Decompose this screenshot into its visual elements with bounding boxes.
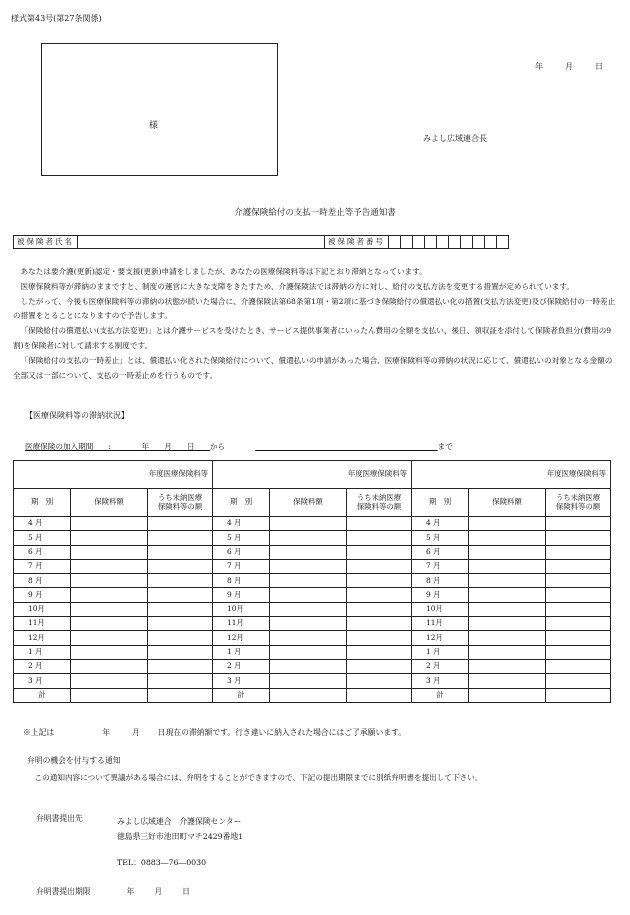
unpaid-cell [148,531,213,545]
month-label: 3 月 [412,674,469,688]
rebuttal-heading: 弁明の機会を付与する通知 [27,756,121,765]
unpaid-cell [148,588,213,602]
month-row [14,645,611,659]
amount-cell [469,574,546,588]
submit-to-address [117,814,243,844]
month-label: 12月 [412,631,469,645]
unpaid-cell [148,517,213,531]
col-period: 期 別 [213,489,270,517]
month-label: 2 月 [412,659,469,673]
month-label: 12月 [14,631,71,645]
unpaid-cell [347,531,412,545]
amount-cell [71,531,148,545]
month-label: 3 月 [14,674,71,688]
body-paragraph: 「保険給付の償還払い(支払方法変更)」とは介護サービスを受けたとき、サービス提供事業者にいったん費用の全額を支払い、後日、領収証を添付して保険者負担分(費用の9割)を保険者に対して請求する制度です。 [13,326,612,350]
month-label: 11月 [14,617,71,631]
submit-org-name: みよし広域連合 介護保険センター [117,817,242,826]
month-label: 5 月 [14,531,71,545]
unpaid-cell [148,545,213,559]
total-amount-cell [270,688,347,702]
total-unpaid-cell [546,688,611,702]
amount-cell [71,659,148,673]
month-label: 7 月 [412,559,469,573]
month-row [14,617,611,631]
month-label: 6 月 [213,545,270,559]
rebuttal-text: この通知内容について異議がある場合には、弁明をすることができますので、下記の提出期限までに別紙弁明書を提出して下さい。 [34,773,483,782]
unpaid-cell [546,645,611,659]
month-label: 1 月 [213,645,270,659]
month-label: 5 月 [213,531,270,545]
unpaid-cell [546,545,611,559]
amount-cell [469,531,546,545]
month-label: 5 月 [412,531,469,545]
month-row [14,659,611,673]
unpaid-cell [148,645,213,659]
as-of-note: ※上記は 年 月 日現在の滞納額です。行き違いに納入された場合にはご了承願います。 [23,728,407,737]
month-label: 1 月 [14,645,71,659]
amount-cell [469,645,546,659]
amount-cell [71,617,148,631]
form-number: 様式第43号(第27条関係) [11,14,102,23]
amount-cell [469,602,546,616]
col-unpaid: うち未納医療 保険料等の額 [347,489,412,517]
unpaid-cell [347,517,412,531]
month-label: 1 月 [412,645,469,659]
amount-cell [270,531,347,545]
fiscal-year-header: 年度医療保険料等 [213,461,412,489]
date-year: 年 [535,62,543,71]
insured-number-digit [497,236,509,249]
month-label: 10月 [14,602,71,616]
amount-cell [71,517,148,531]
month-row [14,574,611,588]
month-label: 6 月 [14,545,71,559]
unpaid-cell [347,588,412,602]
unpaid-cell [347,574,412,588]
submission-deadline: 弁明書提出期限 年 月 日 [36,887,190,896]
issue-date [535,62,603,73]
unpaid-cell [148,631,213,645]
amount-cell [71,674,148,688]
insured-number-digit [401,236,413,249]
amount-cell [71,545,148,559]
unpaid-cell [148,602,213,616]
issuer-name: みよし広域連合長 [423,134,487,143]
amount-cell [469,617,546,631]
insured-number-digit [473,236,485,249]
month-label: 11月 [213,617,270,631]
total-label: 計 [213,688,270,702]
month-label: 10月 [412,602,469,616]
month-label: 10月 [213,602,270,616]
unpaid-cell [148,574,213,588]
amount-cell [270,545,347,559]
body-paragraph: あなたは要介護(更新)認定・要支援(更新)申請をしましたが、あなたの医療保険料等は下記とおり滞納となっています。 [20,267,427,276]
month-label: 6 月 [412,545,469,559]
amount-cell [469,545,546,559]
amount-cell [71,574,148,588]
unpaid-cell [148,617,213,631]
amount-cell [71,559,148,573]
month-label: 3 月 [213,674,270,688]
fiscal-year-header: 年度医療保険料等 [412,461,611,489]
col-amount: 保険料額 [270,489,347,517]
insured-number-label: 被保険者番号 [325,236,389,249]
total-label: 計 [14,688,71,702]
insured-number-digit [389,236,401,249]
amount-cell [270,674,347,688]
amount-cell [71,645,148,659]
period-from: から [209,442,225,451]
unpaid-cell [546,659,611,673]
insured-number-digit [437,236,449,249]
month-label: 9 月 [213,588,270,602]
unpaid-cell [347,617,412,631]
unpaid-cell [347,602,412,616]
fiscal-year-header: 年度医療保険料等 [14,461,213,489]
unpaid-cell [546,617,611,631]
document-title: 介護保険給付の支払一時差止等予告通知書 [234,208,396,218]
total-label: 計 [412,688,469,702]
month-label: 2 月 [213,659,270,673]
arrears-table [13,460,611,703]
unpaid-cell [347,659,412,673]
body-paragraph: したがって、今後も医療保険料等の滞納の状態が続いた場合に、介護保険法第68条第1項・第2項に基づき保険給付の償還払い化の措置(支払方法変更)及び保険給付の一時差止の措置をとることになりますので予告します。 [13,296,616,321]
month-label: 4 月 [213,517,270,531]
period-label: 医療保険の加入期間 : 年 月 日 [25,442,195,451]
amount-cell [469,631,546,645]
col-period: 期 別 [412,489,469,517]
month-label: 8 月 [14,574,71,588]
recipient-suffix: 様 [149,121,159,131]
unpaid-cell [546,531,611,545]
enrollment-period [25,442,453,452]
submit-tel: TEL：0883―76―0030 [117,858,207,867]
insured-number-digit [425,236,437,249]
month-row [14,602,611,616]
col-amount: 保険料額 [469,489,546,517]
unpaid-cell [546,574,611,588]
month-label: 9 月 [14,588,71,602]
unpaid-cell [546,588,611,602]
submit-address: 徳島県三好市池田町マチ2429番地1 [117,832,244,841]
amount-cell [71,588,148,602]
notice-body [13,265,617,383]
month-label: 7 月 [213,559,270,573]
insured-number-digit [485,236,497,249]
amount-cell [270,559,347,573]
month-row [14,588,611,602]
recipient-address-box [41,43,278,176]
amount-cell [469,559,546,573]
total-amount-cell [71,688,148,702]
total-amount-cell [469,688,546,702]
month-label: 4 月 [14,517,71,531]
date-month: 月 [565,62,573,71]
amount-cell [270,617,347,631]
amount-cell [71,631,148,645]
amount-cell [270,631,347,645]
arrears-status-heading: 【医療保険料等の滞納状況】 [25,411,129,420]
col-period: 期 別 [14,489,71,517]
month-label: 7 月 [14,559,71,573]
unpaid-cell [347,545,412,559]
col-unpaid: うち未納医療 保険料等の額 [546,489,611,517]
insured-number-digit [413,236,425,249]
month-row [14,559,611,573]
amount-cell [469,659,546,673]
month-label: 8 月 [213,574,270,588]
unpaid-cell [546,631,611,645]
total-unpaid-cell [347,688,412,702]
unpaid-cell [148,559,213,573]
month-label: 8 月 [412,574,469,588]
unpaid-cell [347,674,412,688]
unpaid-cell [347,559,412,573]
fiscal-year-header-row [14,461,611,489]
unpaid-cell [546,674,611,688]
amount-cell [71,602,148,616]
col-unpaid: うち未納医療 保険料等の額 [148,489,213,517]
unpaid-cell [546,517,611,531]
unpaid-cell [347,631,412,645]
unpaid-cell [347,645,412,659]
period-to: まで [437,442,453,451]
month-label: 11月 [412,617,469,631]
total-row [14,688,611,702]
unpaid-cell [546,559,611,573]
month-row [14,631,611,645]
month-label: 12月 [213,631,270,645]
month-row [14,545,611,559]
col-amount: 保険料額 [71,489,148,517]
unpaid-cell [148,674,213,688]
column-header-row [14,489,611,517]
month-label: 9 月 [412,588,469,602]
body-paragraph: 医療保険料等が滞納のままですと、制度の運営に大きな支障をきたすため、介護保険法では滞納の方に対し、給付の支払方法を変更する措置が定められています。 [20,281,575,291]
unpaid-cell [546,602,611,616]
amount-cell [270,645,347,659]
period-end-blank [255,442,437,451]
insured-name-label: 被保険者氏名 [14,236,78,249]
amount-cell [270,588,347,602]
amount-cell [270,574,347,588]
amount-cell [270,602,347,616]
insured-number-digit [449,236,461,249]
month-row [14,674,611,688]
insured-info-table [13,235,509,249]
submit-to-label: 弁明書提出先 [36,814,83,823]
total-unpaid-cell [148,688,213,702]
amount-cell [270,659,347,673]
unpaid-cell [148,659,213,673]
month-label: 4 月 [412,517,469,531]
amount-cell [469,517,546,531]
insured-name-field [78,236,325,249]
insured-number-digit [461,236,473,249]
amount-cell [270,517,347,531]
month-row [14,531,611,545]
body-paragraph: 「保険給付の支払の一時差止」とは、償還払い化された保険給付について、償還払いの申請があった場合、医療保険料等の滞納の状況に応じて、償還払いの対象となる金額の全部又は一部について、支払の一時差止めを行うものです。 [13,355,613,380]
month-label: 2 月 [14,659,71,673]
date-day: 日 [595,62,603,71]
amount-cell [469,674,546,688]
amount-cell [469,588,546,602]
month-row [14,517,611,531]
